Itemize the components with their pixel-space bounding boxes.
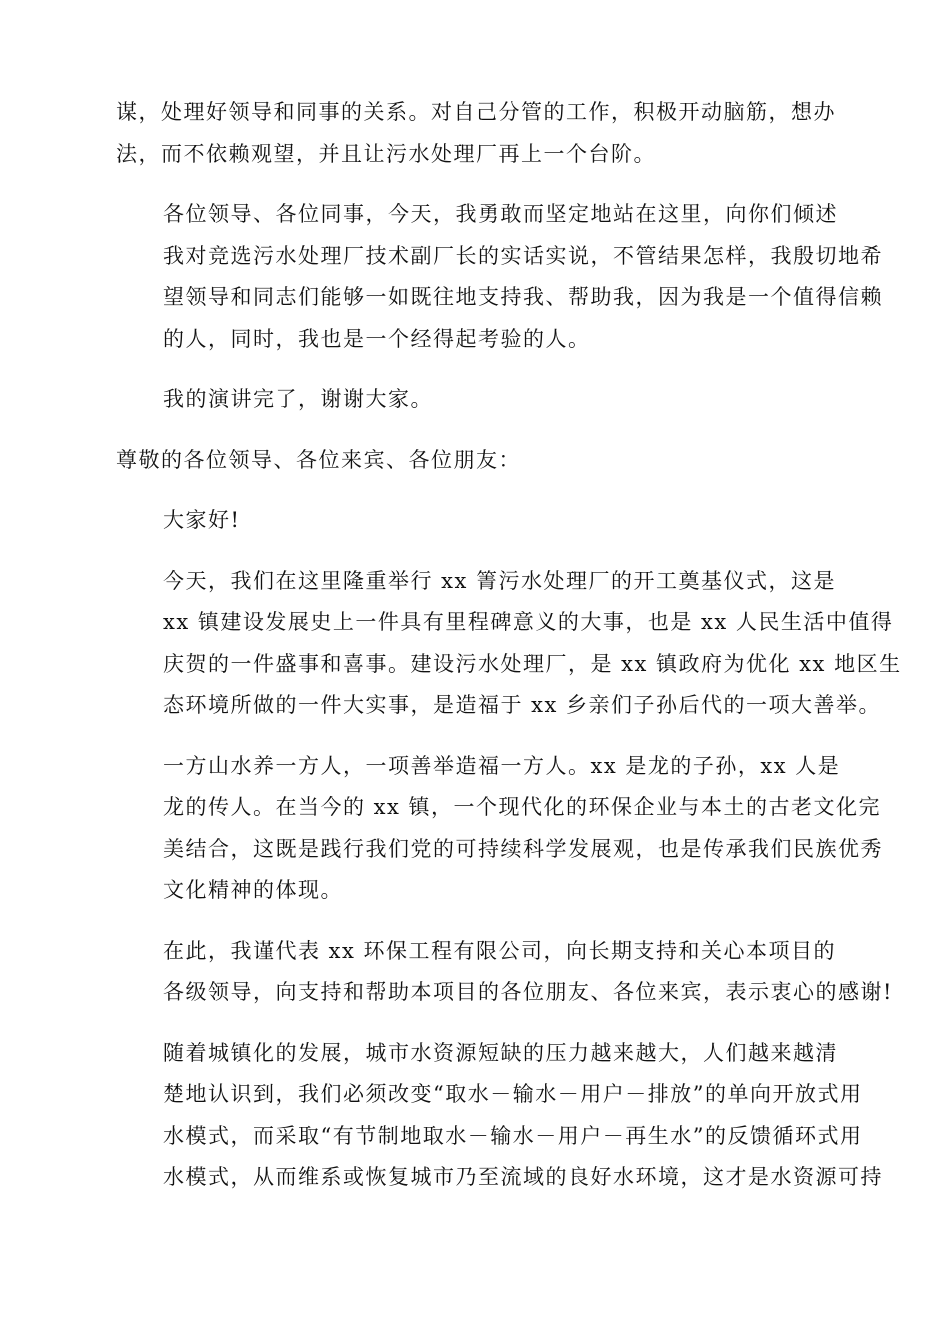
- text-line: 我对竞选污水处理厂技术副厂长的实话实说，不管结果怎样，我殷切地希: [163, 243, 883, 268]
- text-line: 法，而不依赖观望，并且让污水处理厂再上一个台阶。: [116, 141, 656, 166]
- paragraph: [116, 194, 883, 360]
- text-line: 文化精神的体现。: [163, 878, 343, 902]
- text-line: 我的演讲完了，谢谢大家。: [163, 387, 433, 411]
- text-line: 楚地认识到，我们必须改变“取水－输水－用户－排放”的单向开放式用: [163, 1082, 863, 1106]
- text-line: 望领导和同志们能够一如既往地支持我、帮助我，因为我是一个值得信赖: [163, 285, 883, 309]
- paragraph: [116, 561, 902, 727]
- text-line: 的人，同时，我也是一个经得起考验的人。: [163, 326, 591, 351]
- text-line: 庆贺的一件盛事和喜事。建设污水处理厂，是 xx 镇政府为优化 xx 地区生: [163, 651, 902, 676]
- paragraph: [116, 931, 893, 1014]
- paragraph: [116, 92, 846, 175]
- paragraph: [116, 440, 846, 482]
- document-body: [116, 92, 902, 1199]
- paragraph: [116, 379, 846, 421]
- text-line: 尊敬的各位领导、各位来宾、各位朋友：: [116, 447, 521, 472]
- paragraph: [116, 1033, 883, 1199]
- text-line: 水模式，从而维系或恢复城市乃至流域的良好水环境，这才是水资源可持: [163, 1165, 883, 1189]
- text-line: xx 镇建设发展史上一件具有里程碑意义的大事，也是 xx 人民生活中值得: [163, 610, 894, 634]
- text-line: 一方山水养一方人，一项善举造福一方人。xx 是龙的子孙，xx 人是: [163, 753, 841, 778]
- text-line: 今天，我们在这里隆重举行 xx 箐污水处理厂的开工奠基仪式，这是: [163, 568, 837, 593]
- text-line: 大家好!: [163, 508, 241, 532]
- text-line: 态环境所做的一件大实事，是造福于 xx 乡亲们子孙后代的一项大善举。: [163, 693, 882, 717]
- text-line: 随着城镇化的发展，城市水资源短缺的压力越来越大，人们越来越清: [163, 1040, 838, 1065]
- text-line: 各级领导，向支持和帮助本项目的各位朋友、各位来宾，表示衷心的感谢!: [163, 980, 893, 1004]
- paragraph: [116, 500, 846, 542]
- text-line: 谋，处理好领导和同事的关系。对自己分管的工作，积极开动脑筋，想办: [116, 100, 836, 124]
- paragraph: [116, 746, 883, 912]
- text-line: 在此，我谨代表 xx 环保工程有限公司，向长期支持和关心本项目的: [163, 938, 837, 963]
- text-line: 龙的传人。在当今的 xx 镇，一个现代化的环保企业与本土的古老文化完: [163, 795, 882, 819]
- text-line: 各位领导、各位同事，今天，我勇敢而坚定地站在这里，向你们倾述: [163, 202, 838, 226]
- text-line: 美结合，这既是践行我们党的可持续科学发展观，也是传承我们民族优秀: [163, 836, 883, 861]
- text-line: 水模式，而采取“有节制地取水－输水－用户－再生水”的反馈循环式用: [163, 1123, 863, 1148]
